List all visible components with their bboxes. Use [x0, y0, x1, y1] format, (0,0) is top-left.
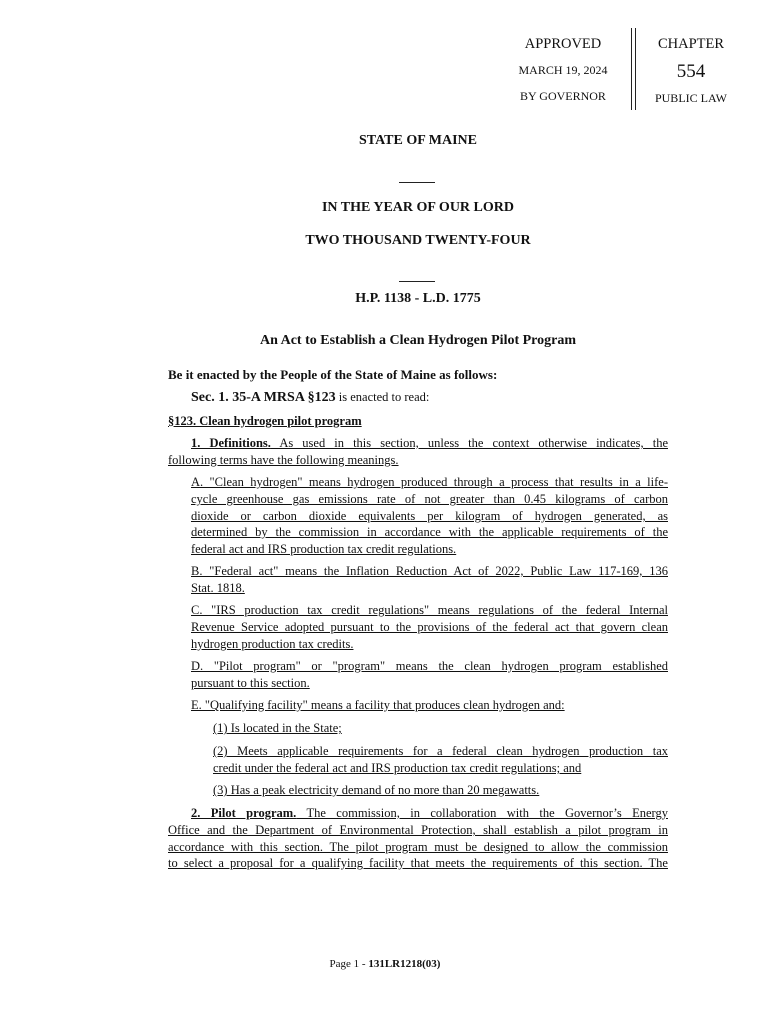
subsection-2-line-1 [191, 805, 668, 822]
approval-block [500, 34, 626, 112]
chapter-block [646, 34, 736, 108]
state-title: STATE OF MAINE [359, 133, 477, 148]
enacting-clause: Be it enacted by the People of the State of Maine as follows: [168, 367, 498, 382]
para-c-line-3: hydrogen production tax credits. [191, 637, 354, 651]
para-e-2-line-1: (2) Meets applicable requirements for a federal clean hydrogen production tax [213, 744, 668, 758]
subsection-1-heading: 1. Definitions. [191, 436, 271, 450]
para-e-line-1: E. "Qualifying facility" means a facility that produces clean hydrogen and: [191, 698, 565, 712]
year-line-2: TWO THOUSAND TWENTY-FOUR [305, 233, 531, 248]
law-type: PUBLIC LAW [654, 91, 728, 105]
subsection-2-line-4: to select a proposal for a qualifying facility that meets the requirements of this section. The [168, 856, 668, 870]
subsection-2-text: The commission, in collaboration with the Governor’s Energy [296, 806, 668, 820]
para-e-3: (3) Has a peak electricity demand of no more than 20 megawatts. [213, 783, 540, 797]
header-divider-left [631, 28, 632, 110]
para-a-line-2: cycle greenhouse gas emissions rate of not greater than 0.45 kilograms of carbon [191, 492, 668, 506]
document-id: 131LR1218(03) [368, 958, 441, 970]
para-b-line-1: B. "Federal act" means the Inflation Reduction Act of 2022, Public Law 117-169, 136 [191, 564, 668, 578]
section-citation: Sec. 1. 35-A MRSA §123 [191, 390, 336, 405]
title-divider-2 [399, 281, 435, 282]
section-title: §123. Clean hydrogen pilot program [168, 414, 362, 428]
subsection-1-text: As used in this section, unless the context otherwise indicates, the [270, 436, 668, 450]
chapter-number: 554 [676, 61, 706, 82]
year-line-1: IN THE YEAR OF OUR LORD [321, 200, 514, 215]
approved-by: BY GOVERNOR [520, 89, 606, 103]
para-e-1: (1) Is located in the State; [213, 721, 342, 735]
bill-number: H.P. 1138 - L.D. 1775 [355, 291, 481, 306]
act-title: An Act to Establish a Clean Hydrogen Pilot Program [259, 333, 577, 348]
para-e-2-line-2: credit under the federal act and IRS production tax credit regulations; and [213, 761, 582, 775]
approval-date: MARCH 19, 2024 [518, 63, 608, 77]
header-divider-right [635, 28, 636, 110]
subsection-2-line-2: Office and the Department of Environmental Protection, shall establish a pilot program in [168, 823, 668, 837]
subsection-1-line-1 [191, 435, 668, 452]
para-c-line-1: C. "IRS production tax credit regulations" means regulations of the federal Internal [191, 603, 668, 617]
para-b-line-2: Stat. 1818. [191, 581, 245, 595]
para-a-line-1: A. "Clean hydrogen" means hydrogen produced through a process that results in a life- [191, 475, 668, 489]
section-enact-text: is enacted to read: [335, 390, 430, 404]
subsection-2-heading: 2. Pilot program. [191, 806, 297, 820]
subsection-2-line-3: accordance with this section. The pilot program must be designed to allow the commission [168, 840, 668, 854]
para-a-line-3: dioxide or carbon dioxide equivalents per kilogram of hydrogen generated, as [191, 509, 668, 523]
page-number: Page 1 - [329, 958, 369, 970]
page-footer [0, 958, 770, 970]
para-d-line-1: D. "Pilot program" or "program" means the clean hydrogen program established [191, 659, 668, 673]
approved-label: APPROVED [524, 36, 602, 52]
section-heading [191, 389, 429, 406]
chapter-label: CHAPTER [657, 36, 725, 52]
para-c-line-2: Revenue Service adopted pursuant to the provisions of the federal act that govern clean [191, 620, 668, 634]
title-divider-1 [399, 182, 435, 183]
subsection-1-line-2: following terms have the following meanings. [168, 453, 399, 467]
para-a-line-5: federal act and IRS production tax credit regulations. [191, 542, 457, 556]
para-a-line-4: determined by the commission in accordance with the applicable requirements of the [191, 525, 668, 539]
para-d-line-2: pursuant to this section. [191, 676, 310, 690]
